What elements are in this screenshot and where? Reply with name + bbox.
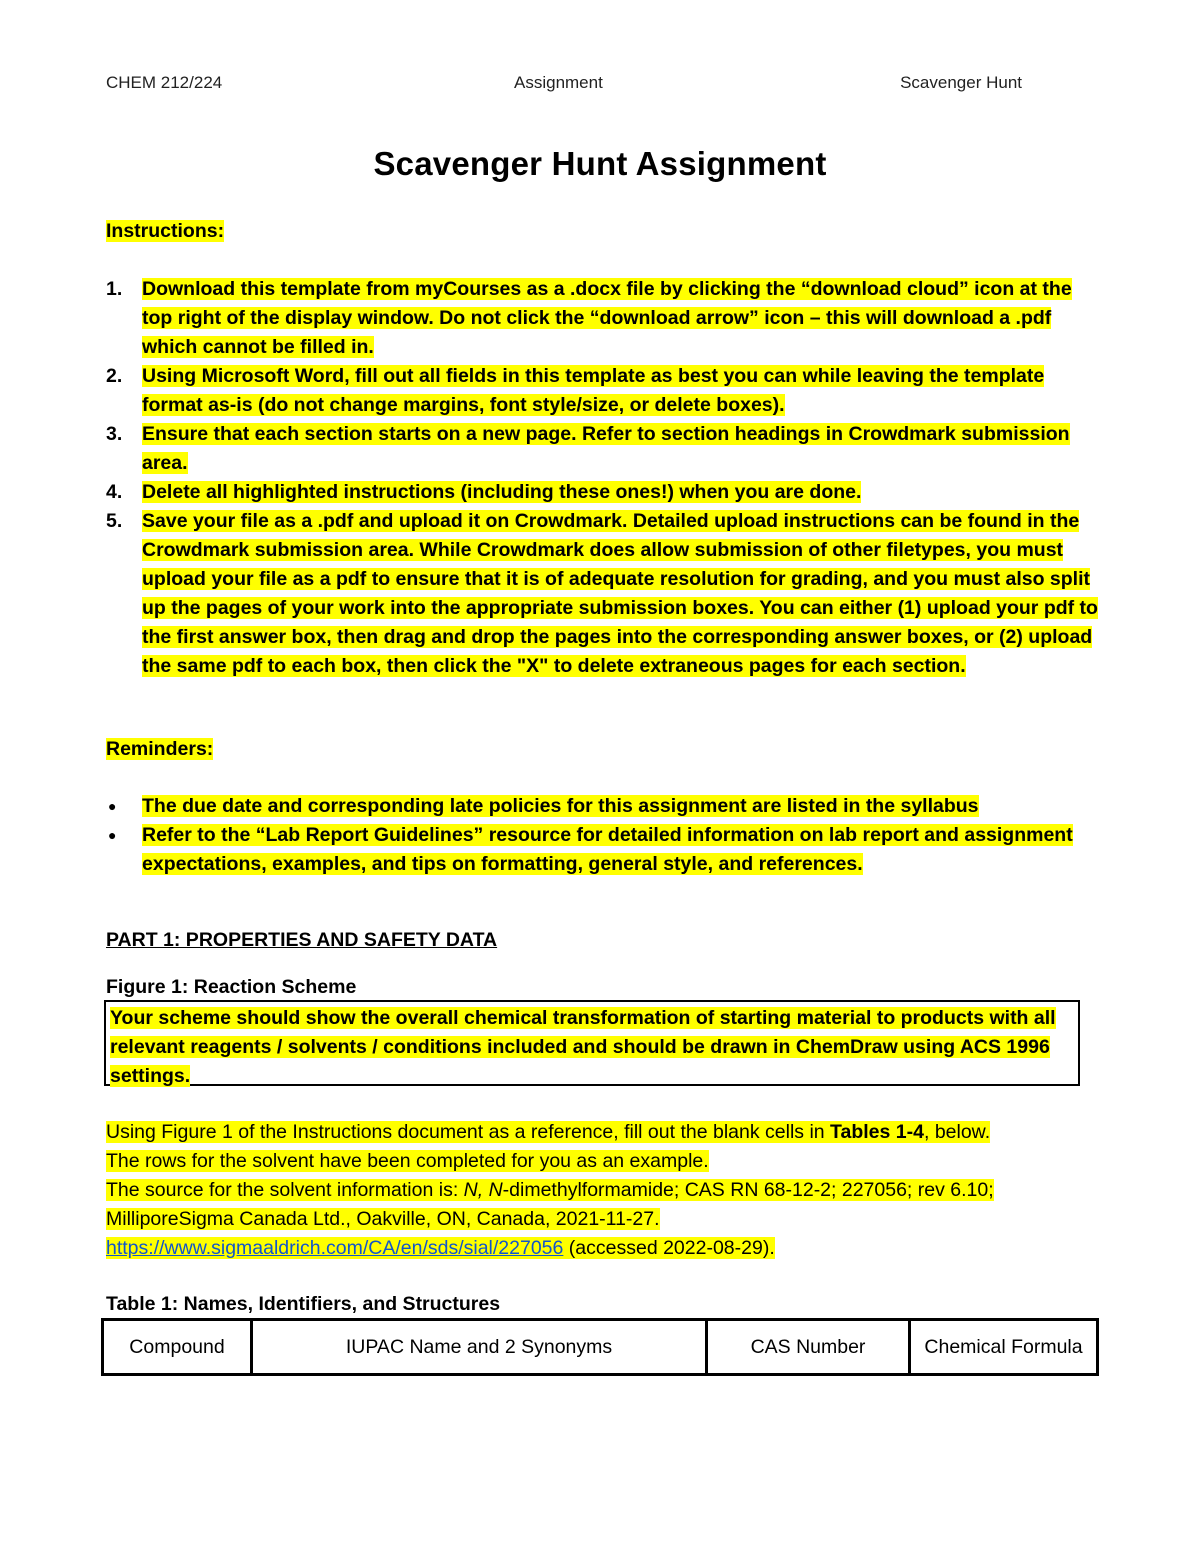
table1-label: Table 1: Names, Identifiers, and Structures <box>106 1293 501 1315</box>
list-item: 1. Download this template from myCourses as a .docx file by clicking the “download cloud” icon at the top right of the display window. Do not click the “download arrow” icon – this will download a .pdf which cannot be filled in. <box>106 278 1072 358</box>
sds-link[interactable]: https://www.sigmaaldrich.com/CA/en/sds/sial/227056 <box>106 1237 564 1259</box>
list-item: ● Refer to the “Lab Report Guidelines” resource for detailed information on lab report and assignment expectations, examples, and tips on formatting, general style, and references. <box>106 821 1106 879</box>
reminders-list <box>106 792 1106 879</box>
header-topic: Scavenger Hunt <box>900 73 1022 92</box>
col-compound: Compound <box>103 1320 252 1375</box>
page-title: Scavenger Hunt Assignment <box>373 145 827 182</box>
reaction-scheme-box[interactable] <box>104 1000 1080 1086</box>
col-chemical-formula: Chemical Formula <box>910 1320 1098 1375</box>
table-names-identifiers <box>101 1318 1099 1376</box>
bullet-icon: ● <box>108 798 117 814</box>
bullet-icon: ● <box>108 827 117 843</box>
table-instructions: Using Figure 1 of the Instructions document as a reference, fill out the blank cells in Tables 1-4, below. The rows for the solvent have been completed for you as an example. The source for the solvent information is: N, N-dimethylformamide; CAS RN 68-12-2; 227056; rev 6.10; MilliporeSigma Canada Ltd., Oakville, ON, Canada, 2021-11-27. https://www.sigmaaldrich.com/CA/en/sds/sial/227056 (accessed 2022-08-29). <box>106 1121 994 1259</box>
reminders-heading: Reminders: <box>106 738 214 760</box>
list-item: 3. Ensure that each section starts on a new page. Refer to section headings in Crowdmark submission area. <box>106 423 1070 474</box>
scheme-instructions: Your scheme should show the overall chemical transformation of starting material to products with all relevant reagents / solvents / conditions included and should be drawn in ChemDraw using ACS 1996 settings. <box>110 1007 1056 1087</box>
list-item: 2. Using Microsoft Word, fill out all fields in this template as best you can while leaving the template format as-is (do not change margins, font style/size, or delete boxes). <box>106 365 1045 416</box>
list-item: 4. Delete all highlighted instructions (including these ones!) when you are done. <box>106 481 862 503</box>
instructions-heading: Instructions: <box>106 220 225 242</box>
page-header <box>106 73 1022 97</box>
instructions-list <box>106 275 1106 681</box>
table-header-row <box>103 1320 1098 1375</box>
part1-heading: PART 1: PROPERTIES AND SAFETY DATA <box>106 929 498 951</box>
header-type: Assignment <box>514 73 603 92</box>
list-item: 5. Save your file as a .pdf and upload it on Crowdmark. Detailed upload instructions can be found in the Crowdmark submission area. While Crowdmark does allow submission of other filetypes, you must upload your file as a pdf to ensure that it is of adequate resolution for grading, and you must also split up the pages of your work into the appropriate submission boxes. You can either (1) upload your pdf to the first answer box, then drag and drop the pages into the corresponding answer boxes, or (2) upload the same pdf to each box, then click the "X" to delete extraneous pages for each section. <box>106 510 1098 677</box>
col-cas-number: CAS Number <box>707 1320 910 1375</box>
list-item: ● The due date and corresponding late policies for this assignment are listed in the syllabus <box>106 792 1106 821</box>
col-iupac-name: IUPAC Name and 2 Synonyms <box>252 1320 707 1375</box>
figure-label: Figure 1: Reaction Scheme <box>106 976 357 998</box>
header-course: CHEM 212/224 <box>106 73 223 92</box>
